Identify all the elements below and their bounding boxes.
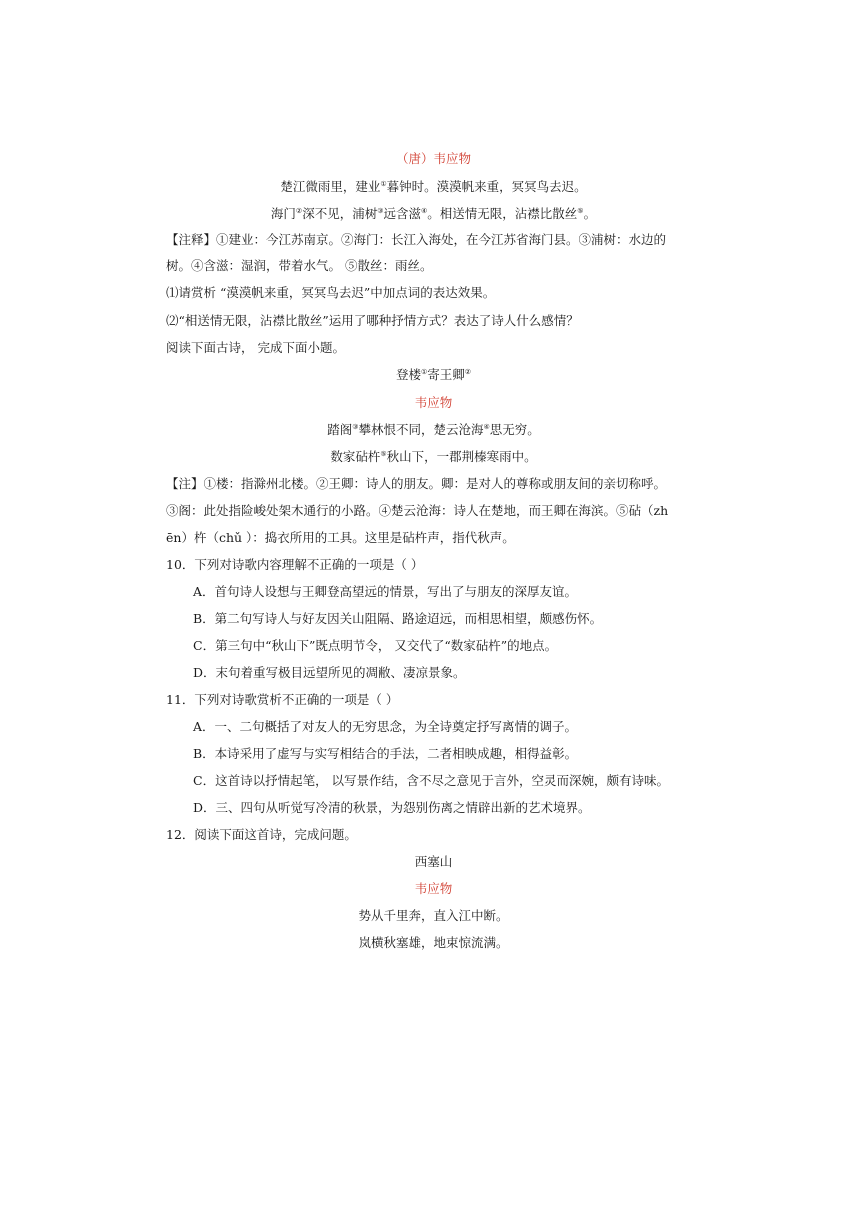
- footnote-marker: ①: [380, 180, 387, 188]
- poem3-title: 西塞山: [414, 854, 453, 869]
- poem1-line1-part: 暮钟时。漠漠帆来重，冥冥鸟去迟。: [386, 179, 587, 194]
- footnote-marker: ⑤: [577, 207, 584, 215]
- poem1-notes-line2: 树。④含滋：湿润，带着水气。 ⑤散丝：雨丝。: [166, 258, 433, 273]
- poem2-line1-part: 踏阁: [327, 422, 353, 437]
- question-11-option-b: B．本诗采用了虚写与实写相结合的手法，二者相映成趣，相得益彰。: [193, 746, 578, 761]
- poem2-line2-part: 数家砧杵: [330, 449, 381, 464]
- footnote-marker: ①: [420, 368, 428, 376]
- poem2-line1-part: 攀林恨不同，楚云沧海: [358, 422, 484, 437]
- poem2-line1-part: 思无穷。: [489, 422, 540, 437]
- footnote-marker: ③: [377, 207, 384, 215]
- reading-instruction: 阅读下面古诗， 完成下面小题。: [166, 340, 345, 355]
- question-11-option-d: D．三、四句从听觉写冷清的秋景，为怨别伤离之情辟出新的艺术境界。: [193, 800, 591, 815]
- poem2-line1: [0, 422, 867, 438]
- poem1-line2-part: 。: [583, 206, 597, 221]
- poem2-line2-part: 秋山下，一郡荆榛寒雨中。: [386, 449, 537, 464]
- poem3-line1: 势从千里奔，直入江中断。: [358, 908, 509, 923]
- footnote-marker: ④: [483, 423, 490, 431]
- question-10-option-d: D．末句着重写极目远望所见的凋敝、凄凉景象。: [193, 665, 466, 680]
- footnote-marker: ③: [352, 423, 359, 431]
- poem2-notes-line1: 【注】①楼：指滁州北楼。②王卿：诗人的朋友。卿：是对人的尊称或朋友间的亲切称呼。: [166, 476, 667, 491]
- poem1-line2-part: 深不见，浦树: [302, 206, 378, 221]
- question-10-option-c: C．第三句中“秋山下”既点明节令， 又交代了“数家砧杵”的地点。: [193, 638, 558, 653]
- question-12-stem: 12．阅读下面这首诗，完成问题。: [166, 827, 357, 842]
- footnote-marker: ⑤: [380, 450, 387, 458]
- question-10-option-b: B．第二句写诗人与好友因关山阻隔、路途迢远，而相思相望，颇感伤怀。: [193, 611, 603, 626]
- question-11-stem: 11．下列对诗歌赏析不正确的一项是（ ）: [166, 692, 399, 707]
- poem2-title: [0, 367, 867, 383]
- question-11-option-a: A．一、二句概括了对友人的无穷思念，为全诗奠定抒写离情的调子。: [193, 719, 578, 734]
- poem2-title-part: 登楼: [395, 367, 421, 382]
- question-10-option-a: A．首句诗人设想与王卿登高望远的情景，写出了与朋友的深厚友谊。: [193, 584, 578, 599]
- poem1-author: （唐）韦应物: [395, 151, 471, 166]
- poem1-line1: [0, 179, 867, 195]
- footnote-marker: ②: [295, 207, 303, 215]
- question-10-stem: 10．下列对诗歌内容理解不正确的一项是（ ）: [166, 557, 424, 572]
- poem1-line1-part: 楚江微雨里，建业: [280, 179, 381, 194]
- poem3-line2: 岚横秋塞雄，地束惊流满。: [358, 935, 509, 950]
- poem1-notes-line1: 【注释】①建业：今江苏南京。②海门：长江入海处，在今江苏省海门县。③浦树：水边的: [166, 232, 667, 247]
- poem1-line2-part: 海门: [270, 206, 296, 221]
- question-11-option-c: C．这首诗以抒情起笔， 以写景作结，含不尽之意见于言外，空灵而深婉，颇有诗味。: [193, 773, 670, 788]
- footnote-marker: ④: [421, 207, 428, 215]
- poem1-question1: ⑴请赏析 “漠漠帆来重，冥冥鸟去迟”中加点词的表达效果。: [166, 285, 496, 300]
- poem2-author: 韦应物: [414, 395, 453, 410]
- poem1-line2-part: 远含滋: [383, 206, 421, 221]
- poem2-notes-line3: ēn）杵（chǔ ）：捣衣所用的工具。这里是砧杵声，指代秋声。: [166, 530, 515, 545]
- poem3-author: 韦应物: [414, 881, 453, 896]
- poem2-line2: [0, 449, 867, 465]
- poem1-line2: [0, 206, 867, 222]
- poem1-question2: ⑵“相送情无限，沾襟比散丝”运用了哪种抒情方式？表达了诗人什么感情？: [166, 313, 579, 328]
- poem1-line2-part: 。相送情无限，沾襟比散丝: [427, 206, 578, 221]
- footnote-marker: ②: [464, 368, 472, 376]
- poem2-title-part: 寄王卿: [427, 367, 465, 382]
- poem2-notes-line2: ③阁：此处指险峻处架木通行的小路。④楚云沧海：诗人在楚地，而王卿在海滨。⑤砧（zh: [166, 503, 669, 518]
